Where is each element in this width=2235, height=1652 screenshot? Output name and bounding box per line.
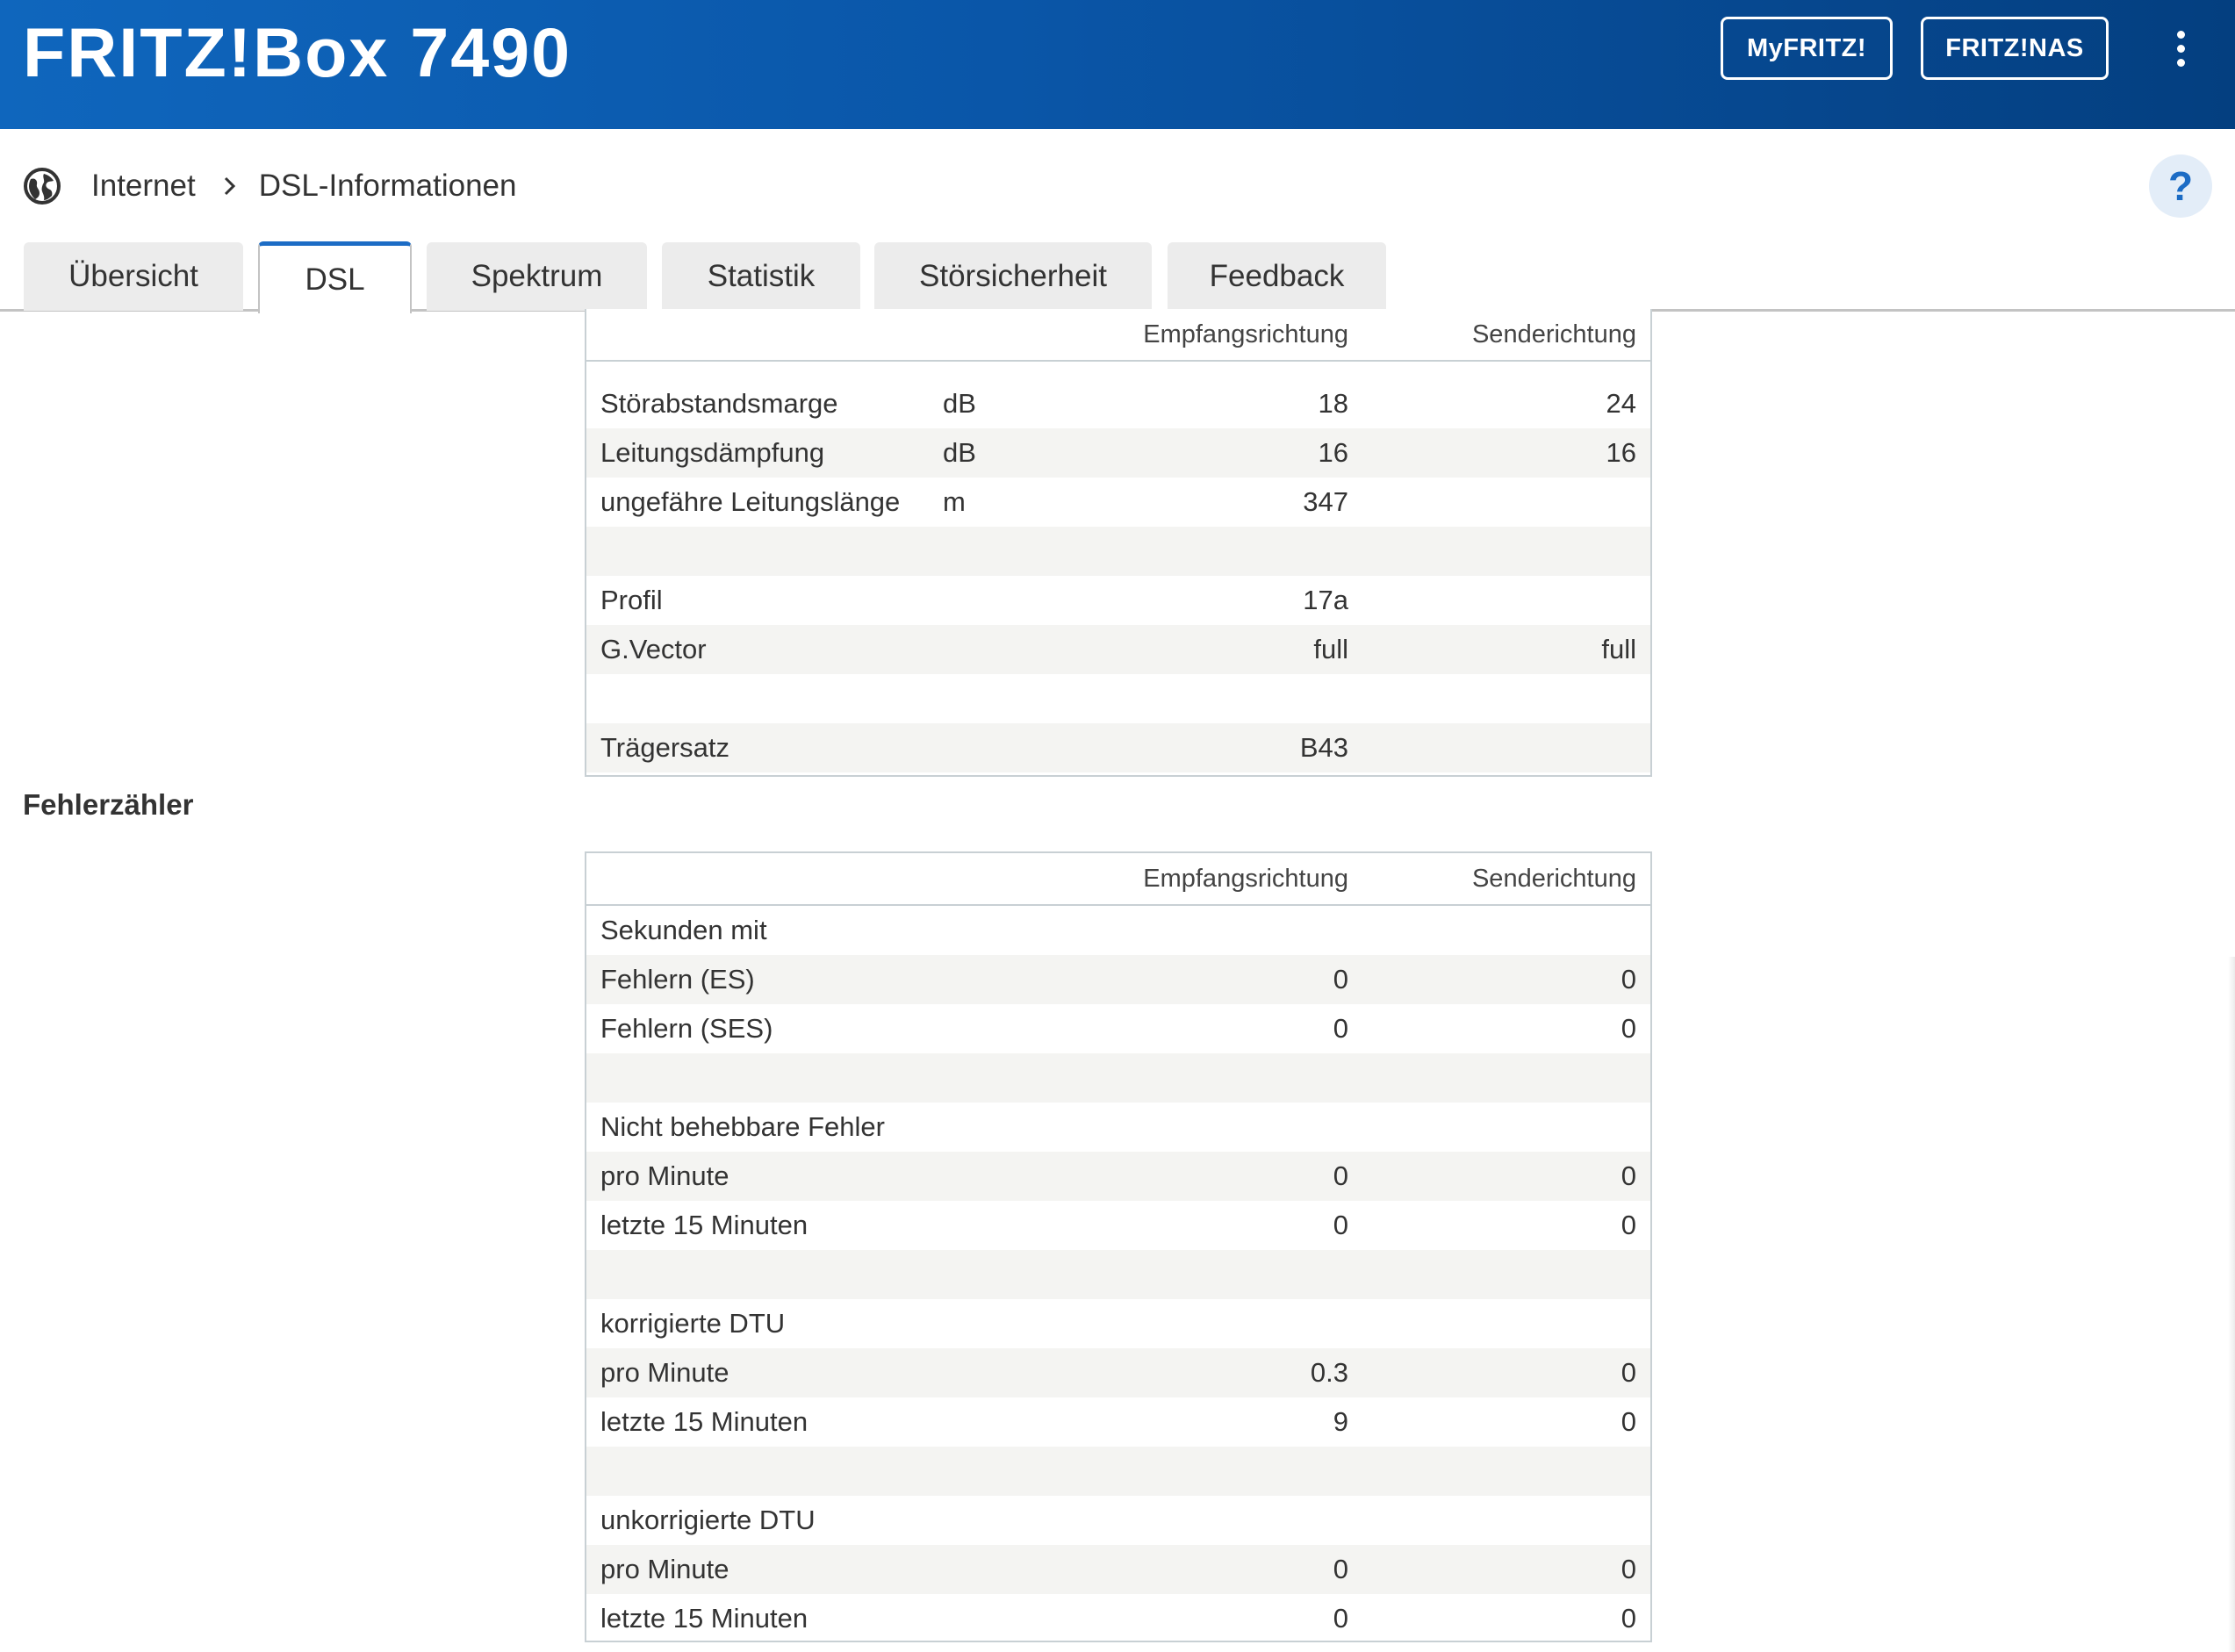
row-value-empfang: 0 xyxy=(1333,1013,1348,1044)
table-row xyxy=(586,625,1650,674)
row-label: Fehlern (ES) xyxy=(600,964,755,995)
table-row-spacer xyxy=(586,674,1650,723)
breadcrumb-current-page: DSL-Informationen xyxy=(258,169,517,203)
row-value-sende: 0 xyxy=(1621,1210,1636,1240)
error-counter-heading: Fehlerzähler xyxy=(23,788,194,821)
myfritz-button[interactable]: MyFRITZ! xyxy=(1721,17,1893,80)
top-header xyxy=(0,0,2235,129)
row-label: unkorrigierte DTU xyxy=(600,1505,816,1535)
tab-stoersicherheit[interactable]: Störsicherheit xyxy=(874,242,1152,311)
table-row-spacer xyxy=(586,1053,1650,1103)
row-value-sende: 24 xyxy=(1606,388,1636,419)
column-header-sende: Senderichtung xyxy=(1471,320,1636,348)
row-value-empfang: 9 xyxy=(1333,1406,1348,1437)
globe-icon xyxy=(23,167,61,205)
line-parameters-table xyxy=(585,309,1652,777)
table-row xyxy=(586,906,1650,955)
table-row xyxy=(586,1397,1650,1447)
table-row xyxy=(586,1201,1650,1250)
column-header-empfang: Empfangsrichtung xyxy=(1143,864,1348,893)
row-label: pro Minute xyxy=(600,1554,729,1584)
fritznas-button[interactable]: FRITZ!NAS xyxy=(1921,17,2109,80)
table-row xyxy=(586,1103,1650,1152)
table-row xyxy=(586,1004,1650,1053)
table-row xyxy=(586,1299,1650,1348)
row-value-empfang: 17a xyxy=(1303,585,1348,615)
row-value-empfang: 347 xyxy=(1303,486,1348,517)
row-value-empfang: 0 xyxy=(1333,1603,1348,1634)
row-value-empfang: B43 xyxy=(1299,732,1348,763)
row-unit: dB xyxy=(943,437,976,468)
breadcrumb-internet-link[interactable]: Internet xyxy=(91,169,196,203)
row-value-sende: full xyxy=(1601,634,1636,664)
row-value-empfang: full xyxy=(1313,634,1348,664)
table-row-spacer xyxy=(586,527,1650,576)
row-label: Profil xyxy=(600,585,663,615)
brand-title: FRITZ!Box 7490 xyxy=(23,13,572,91)
row-unit: m xyxy=(943,486,966,517)
row-value-empfang: 16 xyxy=(1318,437,1348,468)
row-unit: dB xyxy=(943,388,976,419)
tab-statistik[interactable]: Statistik xyxy=(662,242,860,311)
row-label: pro Minute xyxy=(600,1160,729,1191)
scrollbar-shade xyxy=(2228,957,2235,1652)
row-label: G.Vector xyxy=(600,634,707,664)
row-value-empfang: 18 xyxy=(1318,388,1348,419)
table-row xyxy=(586,576,1650,625)
row-label: ungefähre Leitungslänge xyxy=(600,486,901,517)
table-row xyxy=(586,1545,1650,1594)
row-label: korrigierte DTU xyxy=(600,1308,786,1339)
table-row xyxy=(586,428,1650,478)
row-value-empfang: 0 xyxy=(1333,964,1348,995)
table-row-spacer xyxy=(586,362,1650,379)
row-value-empfang: 0 xyxy=(1333,1210,1348,1240)
table-row xyxy=(586,1348,1650,1397)
row-label: letzte 15 Minuten xyxy=(600,1603,808,1634)
table-row xyxy=(586,379,1650,428)
row-label: Leitungsdämpfung xyxy=(600,437,825,468)
breadcrumb xyxy=(23,158,516,214)
row-value-empfang: 0.3 xyxy=(1310,1357,1348,1388)
table-header xyxy=(586,853,1650,906)
tab-dsl[interactable]: DSL xyxy=(258,241,412,313)
chevron-right-icon xyxy=(220,174,240,198)
tab-spektrum[interactable]: Spektrum xyxy=(427,242,647,311)
table-row xyxy=(586,1496,1650,1545)
row-value-empfang: 0 xyxy=(1333,1160,1348,1191)
row-label: pro Minute xyxy=(600,1357,729,1388)
error-counter-table xyxy=(585,851,1652,1642)
row-label: Fehlern (SES) xyxy=(600,1013,773,1044)
table-row xyxy=(586,955,1650,1004)
row-value-sende: 0 xyxy=(1621,1406,1636,1437)
column-header-sende: Senderichtung xyxy=(1471,864,1636,893)
row-label: Störabstandsmarge xyxy=(600,388,838,419)
row-value-sende: 0 xyxy=(1621,1160,1636,1191)
row-value-empfang: 0 xyxy=(1333,1554,1348,1584)
help-button[interactable]: ? xyxy=(2149,154,2212,218)
row-value-sende: 0 xyxy=(1621,1357,1636,1388)
table-row-spacer xyxy=(586,1250,1650,1299)
row-value-sende: 0 xyxy=(1621,1554,1636,1584)
table-row xyxy=(586,478,1650,527)
row-value-sende: 0 xyxy=(1621,1603,1636,1634)
row-label: letzte 15 Minuten xyxy=(600,1210,808,1240)
table-row xyxy=(586,723,1650,772)
tab-uebersicht[interactable]: Übersicht xyxy=(24,242,243,311)
tab-feedback[interactable]: Feedback xyxy=(1168,242,1386,311)
row-label: Sekunden mit xyxy=(600,915,767,945)
row-value-sende: 16 xyxy=(1606,437,1636,468)
row-label: Nicht behebbare Fehler xyxy=(600,1111,885,1142)
row-value-sende: 0 xyxy=(1621,1013,1636,1044)
table-row xyxy=(586,1152,1650,1201)
table-row-spacer xyxy=(586,1447,1650,1496)
row-label: Trägersatz xyxy=(600,732,730,763)
table-row xyxy=(586,1594,1650,1643)
row-value-sende: 0 xyxy=(1621,964,1636,995)
kebab-menu-icon[interactable] xyxy=(2163,26,2198,70)
table-header xyxy=(586,309,1650,362)
column-header-empfang: Empfangsrichtung xyxy=(1143,320,1348,348)
row-label: letzte 15 Minuten xyxy=(600,1406,808,1437)
